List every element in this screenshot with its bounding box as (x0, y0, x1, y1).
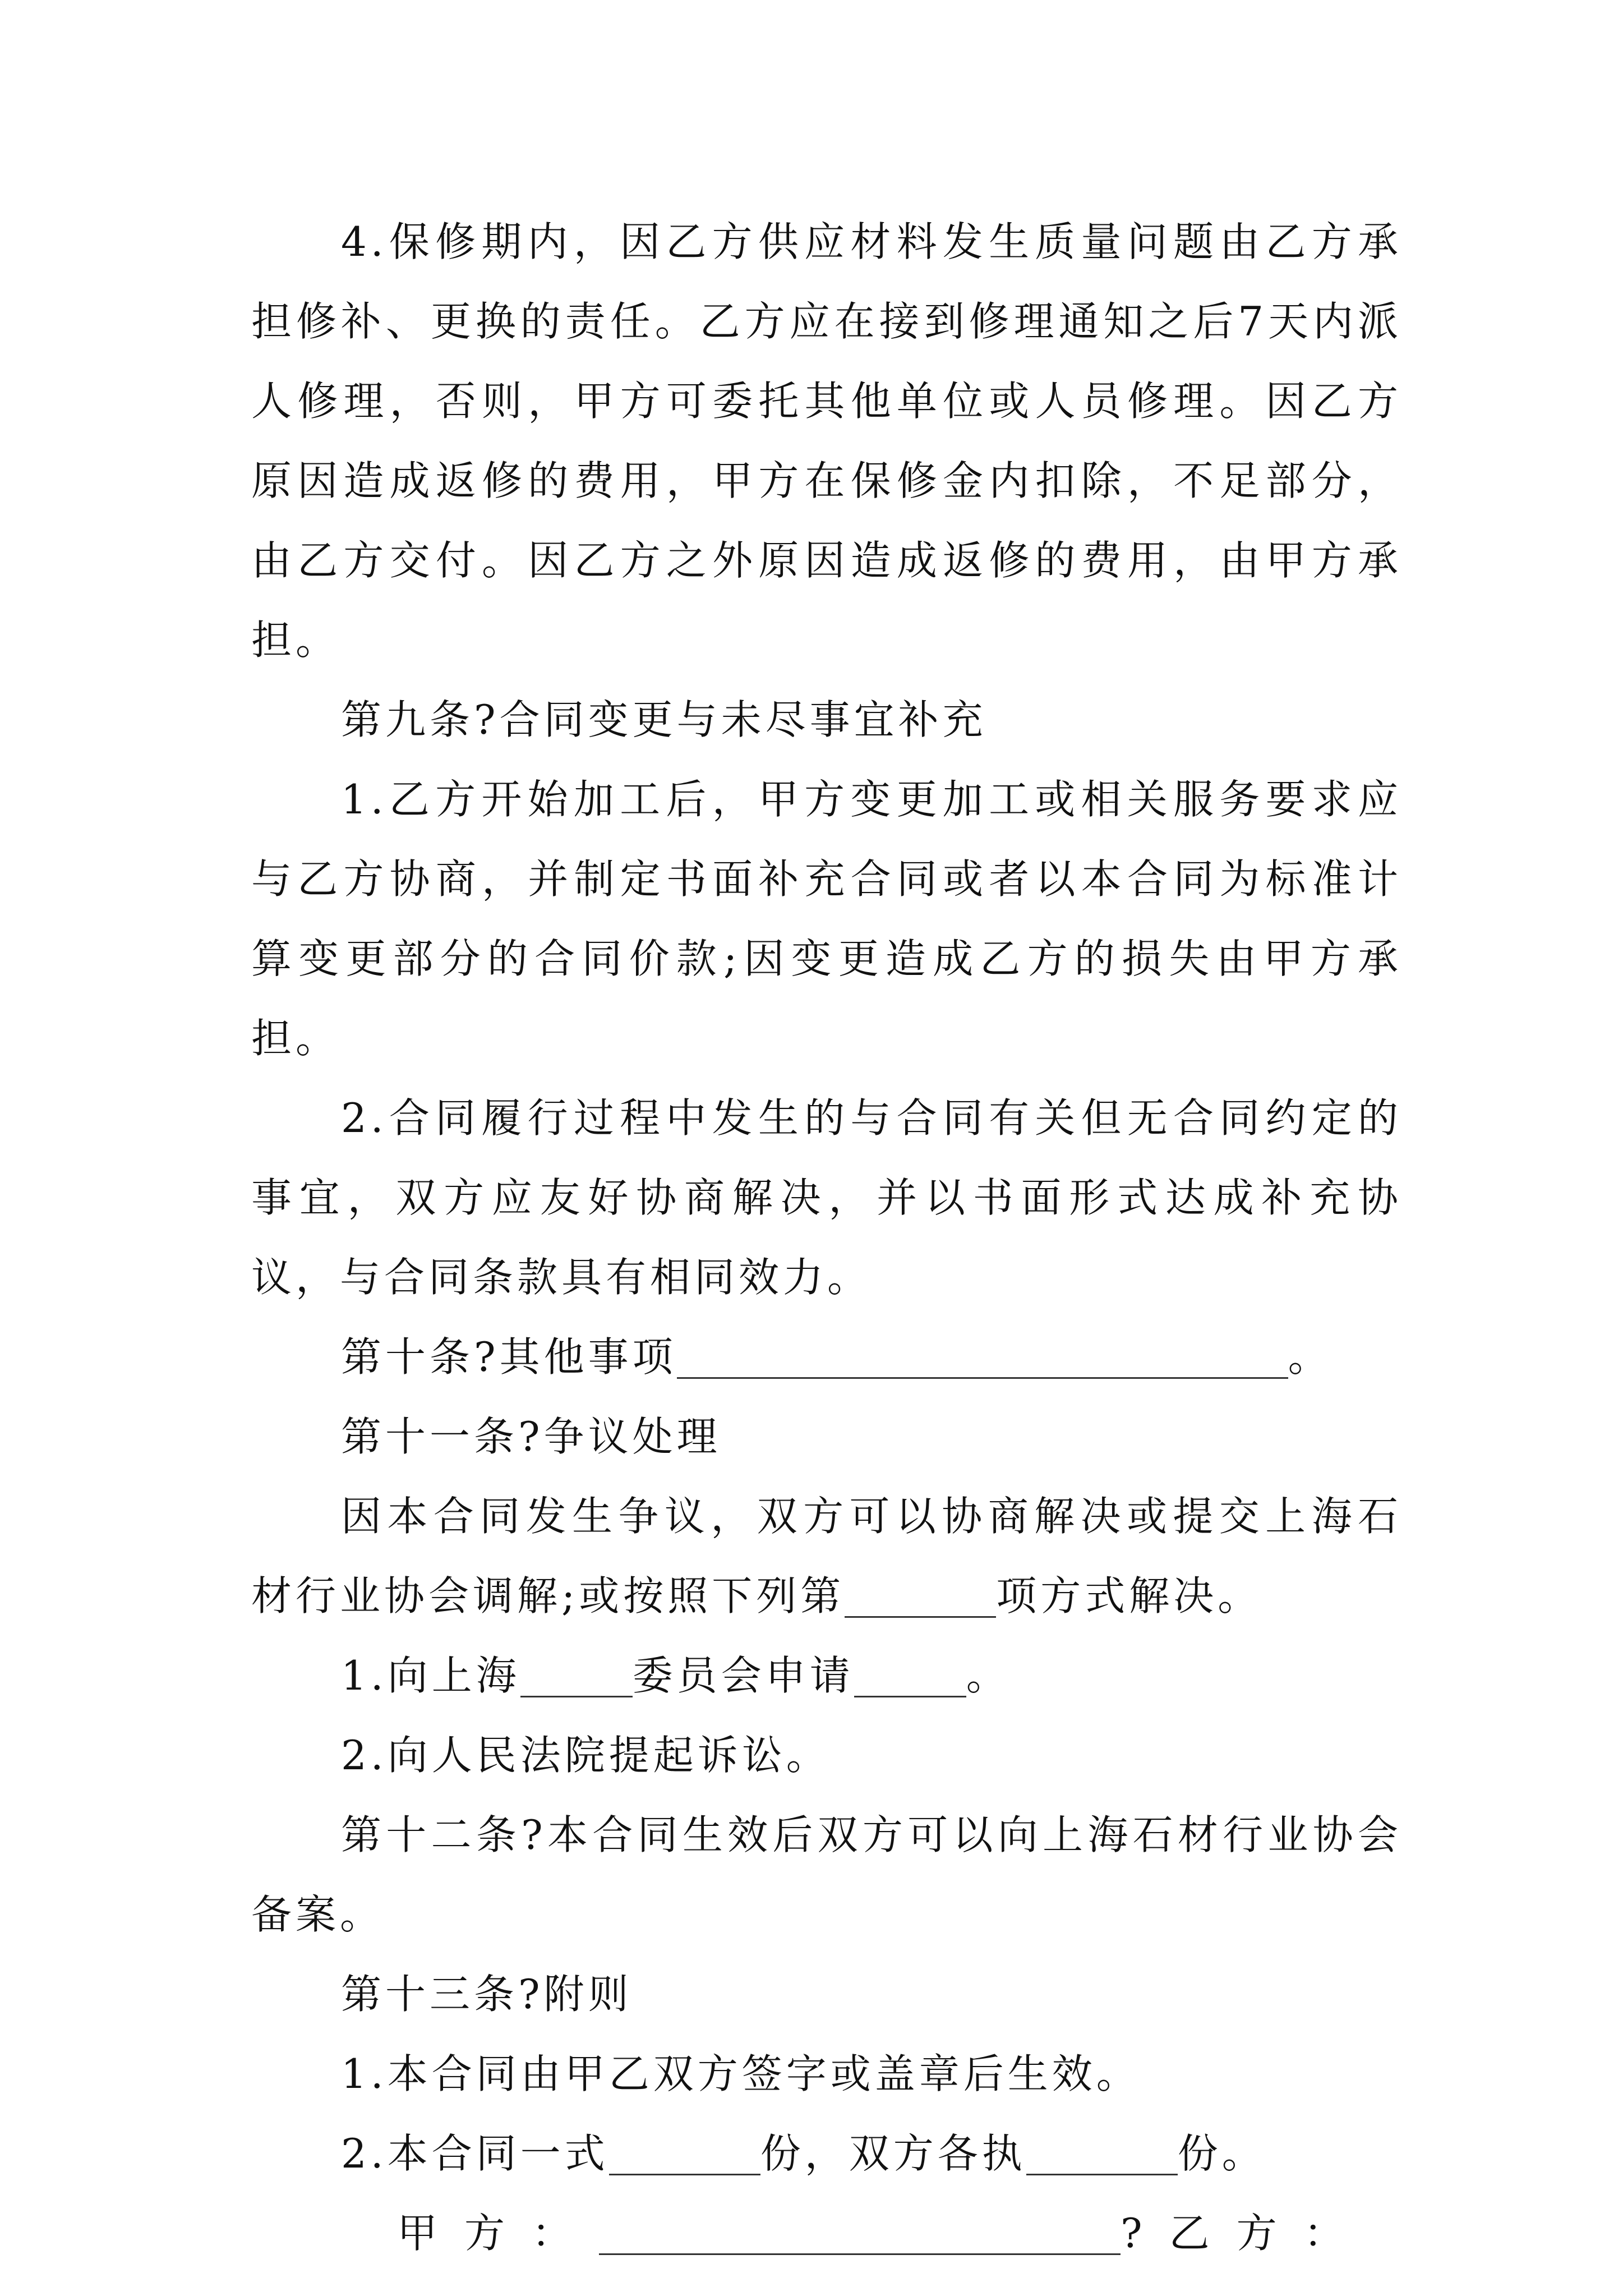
heading-article-13: 第十三条?附则 (341, 1971, 633, 2018)
paragraph-copies (251, 2114, 1402, 2193)
blank-party-a (599, 2207, 1121, 2255)
signature-separator: ? (1121, 2210, 1169, 2257)
heading-article-12: 第十二条?本合同生效后双方可以向上海石材行业协会备案。 (251, 1811, 1402, 1938)
paragraph-arbitration (251, 1636, 1402, 1715)
party-a-label: 甲方： (397, 2210, 600, 2257)
blank-application (854, 1650, 966, 1697)
arbitration-text-end: 。 (966, 1652, 1011, 1699)
blank-copies-each (1026, 2128, 1178, 2175)
signature-line (251, 2193, 1402, 2273)
copies-text-end: 份。 (1177, 2130, 1266, 2177)
dispute-text: 因本合同发生争议，双方可以协商解决或提交上海石材行业协会调解;或按照下列第 (251, 1493, 1402, 1619)
article-10-end: 。 (1288, 1333, 1332, 1381)
paragraph-change-1: 1.乙方开始加工后，甲方变更加工或相关服务要求应与乙方协商，并制定书面补充合同或者以本合同为标准计算变更部分的合同价款;因变更造成乙方的损失由甲方承担。 (251, 776, 1402, 1062)
article-10-label: 第十条?其他事项 (341, 1333, 677, 1381)
paragraph-dispute (251, 1476, 1402, 1636)
paragraph-change-2: 2.合同履行过程中发生的与合同有关但无合同约定的事宜，双方应友好协商解决，并以书面形式达成补充协议，与合同条款具有相同效力。 (251, 1094, 1402, 1301)
heading-article-10 (251, 1317, 1402, 1397)
blank-other-matters (677, 1331, 1288, 1379)
copies-text: 2.本合同一式 (341, 2130, 609, 2177)
arbitration-text: 1.向上海 (341, 1652, 520, 1699)
blank-copies-total (609, 2128, 760, 2175)
paragraph-warranty-repair: 4.保修期内，因乙方供应材料发生质量问题由乙方承担修补、更换的责任。乙方应在接到修理通知之后7天内派人修理，否则，甲方可委托其他单位或人员修理。因乙方原因造成返修的费用，甲方在保修金内扣除，不足部分，由乙方交付。因乙方之外原因造成返修的费用，由甲方承担。 (251, 218, 1402, 664)
paragraph-effective: 1.本合同由甲乙双方签字或盖章后生效。 (341, 2050, 1141, 2097)
party-b-label: 乙方： (1169, 2210, 1371, 2257)
contract-text (251, 202, 1402, 2273)
arbitration-text-mid: 委员会申请 (632, 1652, 854, 1699)
blank-committee (520, 1650, 633, 1697)
copies-text-mid: 份，双方各执 (760, 2130, 1026, 2177)
blank-dispute-option (845, 1570, 996, 1618)
dispute-text-end: 项方式解决。 (996, 1572, 1262, 1619)
paragraph-litigation: 2.向人民法院提起诉讼。 (341, 1732, 831, 1779)
heading-article-9: 第九条?合同变更与未尽事宜补充 (341, 696, 987, 743)
heading-article-11: 第十一条?争议处理 (341, 1413, 721, 1460)
